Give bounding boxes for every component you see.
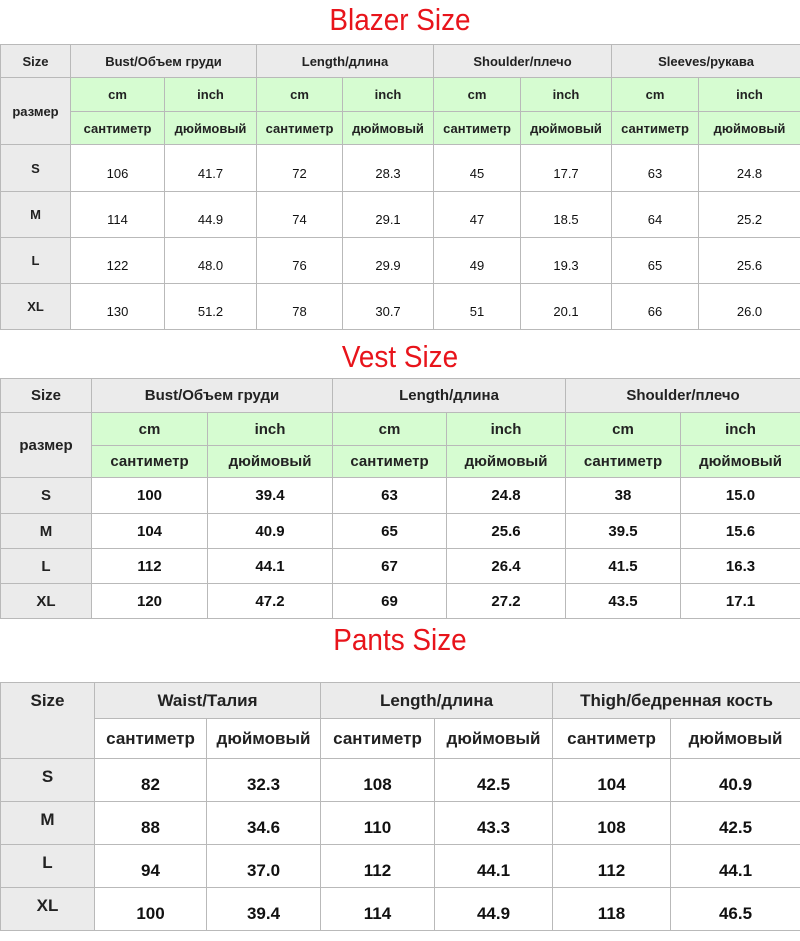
value-cell: 26.0 xyxy=(699,284,800,330)
vest-size-table xyxy=(0,378,800,619)
pants-size-table xyxy=(0,682,800,931)
unit-ru-cm: сантиметр xyxy=(95,719,207,759)
size-label: S xyxy=(1,145,71,192)
unit-inch: inch xyxy=(681,413,800,446)
value-cell: 15.0 xyxy=(681,478,800,514)
size-header: Size xyxy=(1,379,92,413)
bust-header: Bust/Объем груди xyxy=(92,379,333,413)
value-cell: 19.3 xyxy=(521,238,612,284)
size-header-ru: размер xyxy=(1,78,71,145)
value-cell: 100 xyxy=(92,478,208,514)
size-label: S xyxy=(1,759,95,802)
length-header: Length/длина xyxy=(257,45,434,78)
length-header: Length/длина xyxy=(333,379,566,413)
value-cell: 15.6 xyxy=(681,514,800,549)
blazer-title: Blazer Size xyxy=(329,2,471,37)
value-cell: 51 xyxy=(434,284,521,330)
value-cell: 32.3 xyxy=(207,759,321,802)
value-cell: 88 xyxy=(95,802,207,845)
unit-cm: cm xyxy=(257,78,343,112)
table-row xyxy=(1,284,800,330)
value-cell: 26.4 xyxy=(447,549,566,584)
value-cell: 41.7 xyxy=(165,145,257,192)
value-cell: 110 xyxy=(321,802,435,845)
value-cell: 63 xyxy=(333,478,447,514)
value-cell: 78 xyxy=(257,284,343,330)
shoulder-header: Shoulder/плечо xyxy=(566,379,800,413)
unit-ru-inch: дюймовый xyxy=(343,112,434,145)
unit-inch: inch xyxy=(521,78,612,112)
size-label: XL xyxy=(1,584,92,619)
value-cell: 118 xyxy=(553,888,671,931)
unit-inch: inch xyxy=(447,413,566,446)
value-cell: 108 xyxy=(553,802,671,845)
value-cell: 39.4 xyxy=(208,478,333,514)
value-cell: 47 xyxy=(434,192,521,238)
table-row xyxy=(1,514,800,549)
table-row xyxy=(1,584,800,619)
unit-cm: cm xyxy=(333,413,447,446)
value-cell: 94 xyxy=(95,845,207,888)
table-row xyxy=(1,802,800,845)
vest-title: Vest Size xyxy=(341,339,459,374)
value-cell: 16.3 xyxy=(681,549,800,584)
value-cell: 41.5 xyxy=(566,549,681,584)
value-cell: 44.1 xyxy=(435,845,553,888)
value-cell: 65 xyxy=(612,238,699,284)
value-cell: 38 xyxy=(566,478,681,514)
value-cell: 65 xyxy=(333,514,447,549)
value-cell: 44.1 xyxy=(208,549,333,584)
value-cell: 30.7 xyxy=(343,284,434,330)
value-cell: 67 xyxy=(333,549,447,584)
blazer-size-table xyxy=(0,44,800,330)
value-cell: 37.0 xyxy=(207,845,321,888)
value-cell: 46.5 xyxy=(671,888,800,931)
value-cell: 25.2 xyxy=(699,192,800,238)
value-cell: 45 xyxy=(434,145,521,192)
value-cell: 17.7 xyxy=(521,145,612,192)
size-label: M xyxy=(1,514,92,549)
table-row xyxy=(1,192,800,238)
unit-ru-inch: дюймовый xyxy=(671,719,800,759)
unit-ru-inch: дюймовый xyxy=(207,719,321,759)
value-cell: 29.9 xyxy=(343,238,434,284)
size-label: XL xyxy=(1,888,95,931)
value-cell: 82 xyxy=(95,759,207,802)
unit-ru-cm: сантиметр xyxy=(257,112,343,145)
unit-inch: inch xyxy=(699,78,800,112)
unit-ru-cm: сантиметр xyxy=(71,112,165,145)
size-header-ru: размер xyxy=(1,413,92,478)
unit-ru-inch: дюймовый xyxy=(681,446,800,478)
unit-cm: cm xyxy=(434,78,521,112)
table-row xyxy=(1,888,800,931)
value-cell: 43.5 xyxy=(566,584,681,619)
value-cell: 44.1 xyxy=(671,845,800,888)
table-row xyxy=(1,549,800,584)
length-header: Length/длина xyxy=(321,683,553,719)
value-cell: 108 xyxy=(321,759,435,802)
value-cell: 29.1 xyxy=(343,192,434,238)
size-header: Size xyxy=(1,683,95,759)
value-cell: 42.5 xyxy=(671,802,800,845)
table-row xyxy=(1,845,800,888)
table-row xyxy=(1,478,800,514)
size-label: M xyxy=(1,192,71,238)
unit-ru-cm: сантиметр xyxy=(321,719,435,759)
value-cell: 43.3 xyxy=(435,802,553,845)
unit-inch: inch xyxy=(208,413,333,446)
size-header: Size xyxy=(1,45,71,78)
value-cell: 120 xyxy=(92,584,208,619)
value-cell: 112 xyxy=(553,845,671,888)
value-cell: 72 xyxy=(257,145,343,192)
value-cell: 112 xyxy=(321,845,435,888)
unit-cm: cm xyxy=(612,78,699,112)
value-cell: 104 xyxy=(92,514,208,549)
value-cell: 106 xyxy=(71,145,165,192)
value-cell: 63 xyxy=(612,145,699,192)
unit-cm: cm xyxy=(92,413,208,446)
value-cell: 24.8 xyxy=(447,478,566,514)
value-cell: 76 xyxy=(257,238,343,284)
size-label: XL xyxy=(1,284,71,330)
unit-ru-inch: дюймовый xyxy=(699,112,800,145)
value-cell: 48.0 xyxy=(165,238,257,284)
value-cell: 20.1 xyxy=(521,284,612,330)
size-label: L xyxy=(1,845,95,888)
unit-ru-cm: сантиметр xyxy=(566,446,681,478)
table-row xyxy=(1,238,800,284)
unit-inch: inch xyxy=(343,78,434,112)
value-cell: 114 xyxy=(321,888,435,931)
size-label: M xyxy=(1,802,95,845)
value-cell: 51.2 xyxy=(165,284,257,330)
value-cell: 25.6 xyxy=(699,238,800,284)
unit-ru-inch: дюймовый xyxy=(521,112,612,145)
pants-title: Pants Size xyxy=(333,622,467,657)
value-cell: 66 xyxy=(612,284,699,330)
value-cell: 69 xyxy=(333,584,447,619)
value-cell: 39.4 xyxy=(207,888,321,931)
value-cell: 18.5 xyxy=(521,192,612,238)
thigh-header: Thigh/бедренная кость xyxy=(553,683,800,719)
unit-ru-inch: дюймовый xyxy=(447,446,566,478)
value-cell: 17.1 xyxy=(681,584,800,619)
value-cell: 64 xyxy=(612,192,699,238)
unit-ru-cm: сантиметр xyxy=(92,446,208,478)
unit-inch: inch xyxy=(165,78,257,112)
value-cell: 100 xyxy=(95,888,207,931)
bust-header: Bust/Объем груди xyxy=(71,45,257,78)
unit-ru-inch: дюймовый xyxy=(208,446,333,478)
shoulder-header: Shoulder/плечо xyxy=(434,45,612,78)
unit-ru-cm: сантиметр xyxy=(612,112,699,145)
value-cell: 122 xyxy=(71,238,165,284)
value-cell: 42.5 xyxy=(435,759,553,802)
sleeves-header: Sleeves/рукава xyxy=(612,45,800,78)
size-label: L xyxy=(1,238,71,284)
value-cell: 27.2 xyxy=(447,584,566,619)
value-cell: 39.5 xyxy=(566,514,681,549)
value-cell: 47.2 xyxy=(208,584,333,619)
value-cell: 25.6 xyxy=(447,514,566,549)
value-cell: 40.9 xyxy=(208,514,333,549)
unit-cm: cm xyxy=(71,78,165,112)
value-cell: 34.6 xyxy=(207,802,321,845)
value-cell: 112 xyxy=(92,549,208,584)
value-cell: 24.8 xyxy=(699,145,800,192)
value-cell: 44.9 xyxy=(165,192,257,238)
unit-cm: cm xyxy=(566,413,681,446)
value-cell: 74 xyxy=(257,192,343,238)
value-cell: 49 xyxy=(434,238,521,284)
value-cell: 44.9 xyxy=(435,888,553,931)
value-cell: 28.3 xyxy=(343,145,434,192)
unit-ru-inch: дюймовый xyxy=(165,112,257,145)
unit-ru-inch: дюймовый xyxy=(435,719,553,759)
value-cell: 40.9 xyxy=(671,759,800,802)
size-label: S xyxy=(1,478,92,514)
table-row xyxy=(1,145,800,192)
value-cell: 130 xyxy=(71,284,165,330)
value-cell: 114 xyxy=(71,192,165,238)
unit-ru-cm: сантиметр xyxy=(434,112,521,145)
unit-ru-cm: сантиметр xyxy=(553,719,671,759)
size-label: L xyxy=(1,549,92,584)
waist-header: Waist/Талия xyxy=(95,683,321,719)
value-cell: 104 xyxy=(553,759,671,802)
table-row xyxy=(1,759,800,802)
unit-ru-cm: сантиметр xyxy=(333,446,447,478)
